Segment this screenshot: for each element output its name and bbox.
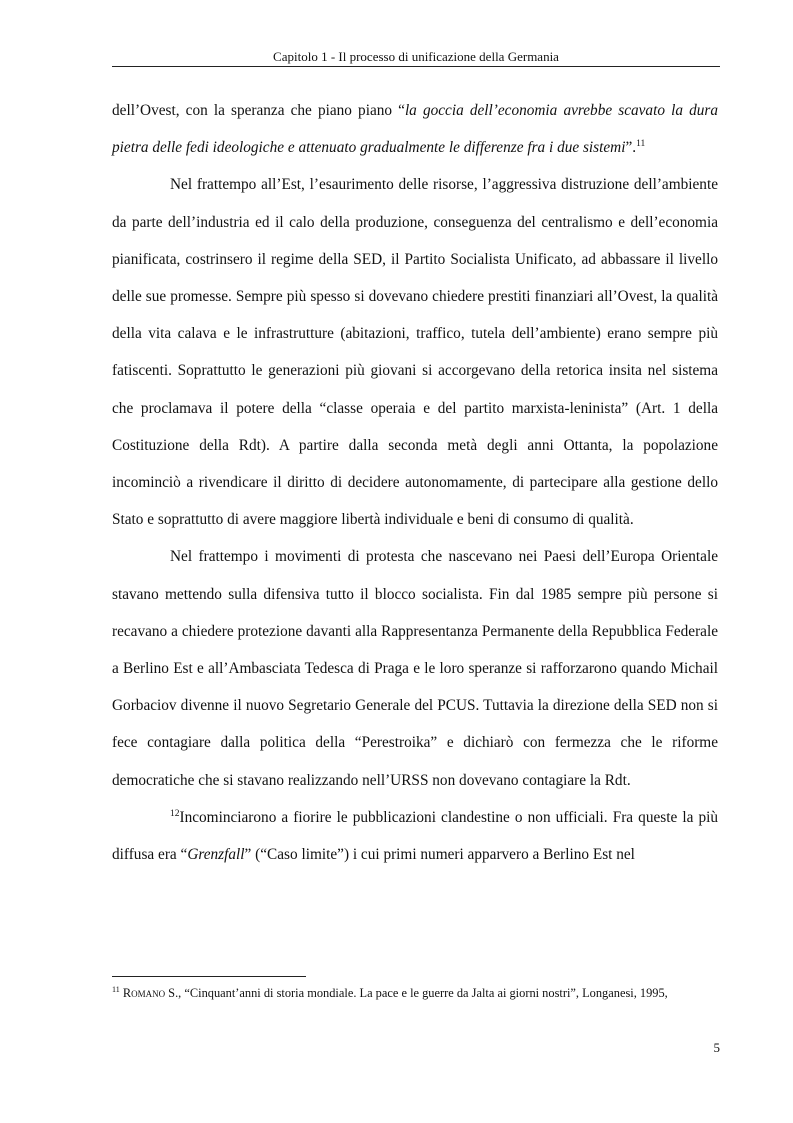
paragraph-1 xyxy=(112,92,718,166)
paragraph-3: Nel frattempo i movimenti di protesta che nascevano nei Paesi dell’Europa Orientale stavano mettendo sulla difensiva tutto il blocco socialista. Fin dal 1985 sempre più persone si recavano a chiedere protezione davanti alla Rappresentanza Permanente della Repubblica Federale a Berlino Est e all’Ambasciata Tedesca di Praga e le loro speranze si rafforzarono quando Michail Gorbaciov divenne il nuovo Segretario Generale del PCUS. Tuttavia la direzione della SED non si fece contagiare dalla politica della “Perestroika” e dichiarò con fermezza che le riforme democratiche che si stavano realizzando nell’URSS non dovevano contagiare la Rdt. xyxy=(112,548,718,789)
paragraph-1-tail: ”. xyxy=(625,139,637,157)
header-rule xyxy=(112,66,720,67)
paragraph-4 xyxy=(112,799,718,873)
quotation: la goccia dell’economia avrebbe scavato la dura pietra delle fedi ideologiche e attenuato gradualmente le differenze fra i due sistemi xyxy=(112,102,718,157)
footnote-author: Romano xyxy=(122,986,166,1000)
footnote-11 xyxy=(112,985,720,1001)
paragraph-2: Nel frattempo all’Est, l’esaurimento delle risorse, l’aggressiva distruzione dell’ambiente da parte dell’industria ed il calo della produzione, conseguenza del centralismo e dell’economia pianificata, costrinsero il regime della SED, il Partito Socialista Unificato, ad abbassare il livello delle sue promesse. Sempre più spesso si dovevano chiedere prestiti finanziari all’Ovest, la qualità della vita calava e le infrastrutture (abitazioni, traffico, tutela dell’ambiente) erano sempre più fatiscenti. Soprattutto le generazioni più giovani si accorgevano della retorica insita nel sistema che proclamava il potere della “classe operaia e del partito marxista-leninista” (Art. 1 della Costituzione della Rdt). A partire dalla seconda metà degli anni Ottanta, la popolazione incominciò a rivendicare il diritto di decidere autonomamente, di partecipare alla gestione dello Stato e soprattutto di avere maggiore libertà individuale e beni di consumo di qualità. xyxy=(112,176,718,529)
running-header: Capitolo 1 - Il processo di unificazione della Germania xyxy=(273,49,559,64)
paragraph-4-tail: ” (“Caso limite”) i cui primi numeri apparvero a Berlino Est nel xyxy=(244,846,635,864)
publication-title: Grenzfall xyxy=(187,846,245,864)
paragraph-1-lead: dell’Ovest, con la speranza che piano piano “ xyxy=(112,102,405,119)
footnote-text: S., “Cinquant’anni di storia mondiale. La pace e le guerre da Jalta ai giorni nostri”, Longanesi, 1995, xyxy=(165,986,668,1000)
footnote-ref-12[interactable]: 12 xyxy=(170,808,180,819)
footnote-number: 11 xyxy=(112,984,120,994)
page-number: 5 xyxy=(713,1040,720,1055)
body-text xyxy=(112,92,718,873)
paragraph-4-lead: Incominciarono a fiorire le pubblicazioni clandestine o non ufficiali. Fra queste la più diffusa era “ xyxy=(112,808,718,864)
footnote-rule xyxy=(112,976,306,977)
footnote-ref-11[interactable]: 11 xyxy=(636,139,646,150)
